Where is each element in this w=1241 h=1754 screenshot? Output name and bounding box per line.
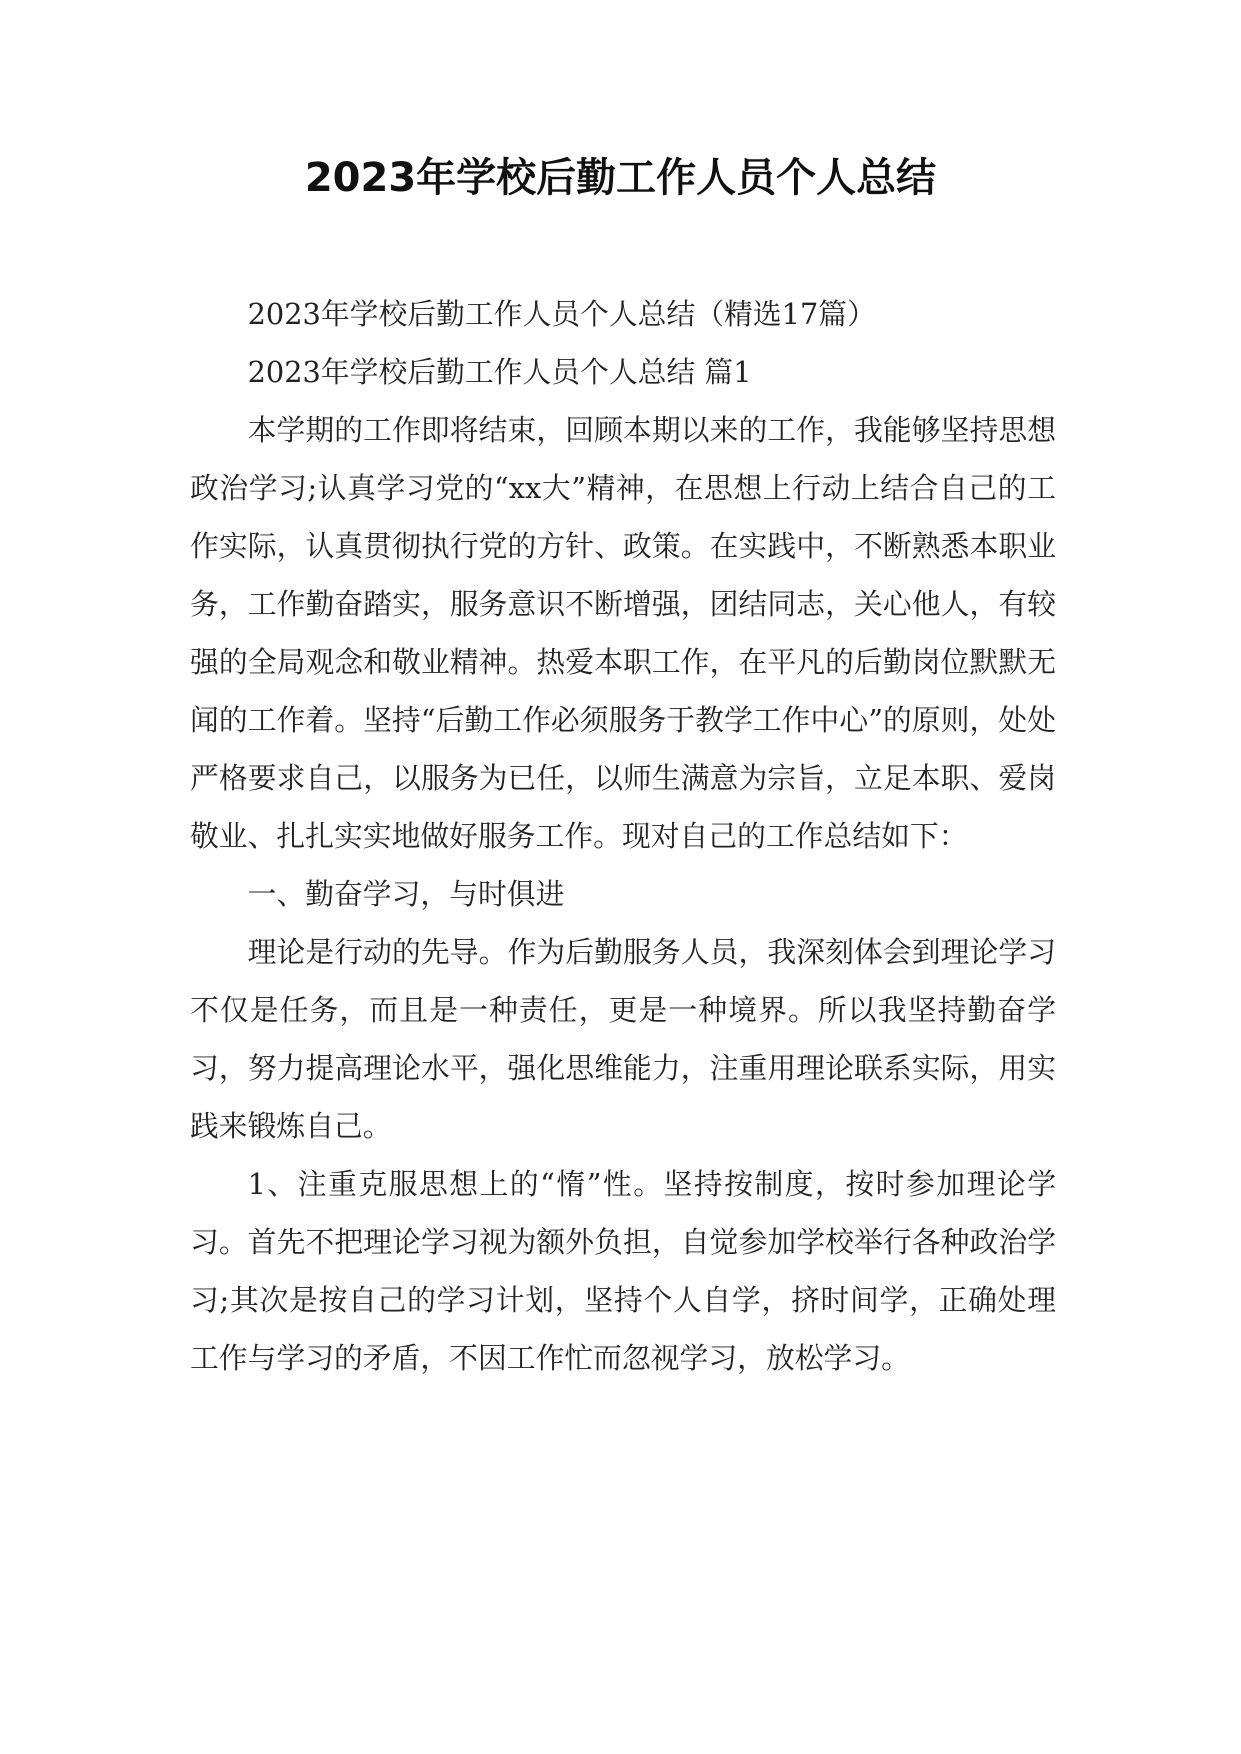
body-paragraph: 理论是行动的先导。作为后勤服务人员，我深刻体会到理论学习不仅是任务，而且是一种责任，更是一种境界。所以我坚持勤奋学习，努力提高理论水平，强化思维能力，注重用理论联系实际，用实践来锻炼自己。 — [190, 935, 1056, 1143]
document-body — [190, 285, 1056, 1387]
subtitle-paragraph: 2023年学校后勤工作人员个人总结（精选17篇） — [247, 297, 876, 331]
document-title: 2023年学校后勤工作人员个人总结 — [304, 155, 937, 201]
body-paragraph: 本学期的工作即将结束，回顾本期以来的工作，我能够坚持思想政治学习;认真学习党的“xx大”精神，在思想上行动上结合自己的工作实际，认真贯彻执行党的方针、政策。在实践中，不断熟悉本职业务，工作勤奋踏实，服务意识不断增强，团结同志，关心他人，有较强的全局观念和敬业精神。热爱本职工作，在平凡的后勤岗位默默无闻的工作着。坚持“后勤工作必须服务于教学工作中心”的原则，处处严格要求自己，以服务为已任，以师生满意为宗旨，立足本职、爱岗敬业、扎扎实实地做好服务工作。现对自己的工作总结如下： — [190, 413, 1056, 853]
body-paragraph: 1、注重克服思想上的“惰”性。坚持按制度，按时参加理论学习。首先不把理论学习视为额外负担，自觉参加学校举行各种政治学习;其次是按自己的学习计划，坚持个人自学，挤时间学，正确处理工作与学习的矛盾，不因工作忙而忽视学习，放松学习。 — [190, 1167, 1056, 1375]
section-heading: 2023年学校后勤工作人员个人总结 篇1 — [247, 355, 752, 389]
section-heading: 一、勤奋学习，与时俱进 — [247, 877, 565, 911]
